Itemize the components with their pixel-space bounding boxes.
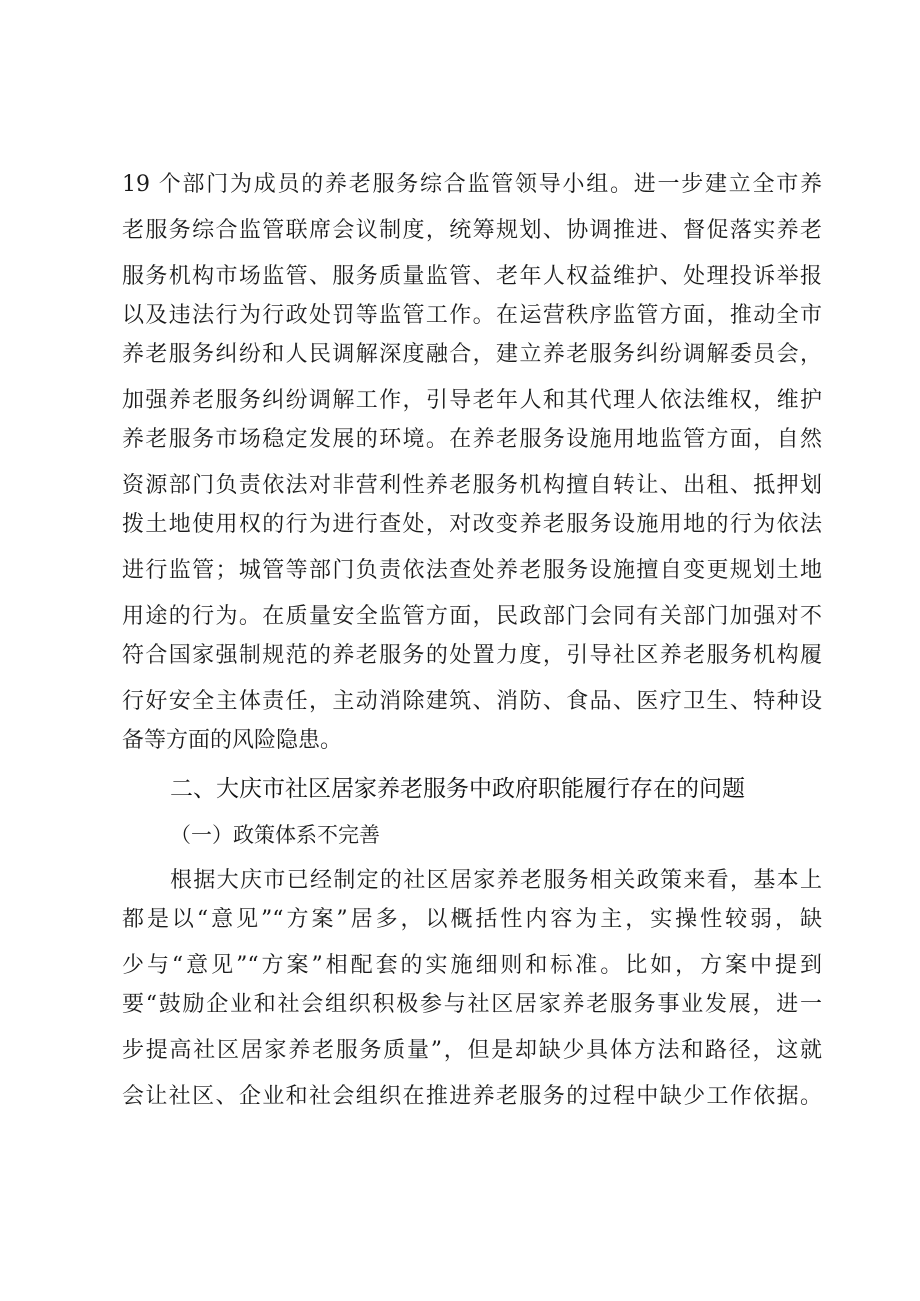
body-text-line: 养老服务纠纷和人民调解深度融合，建立养老服务纠纷调解委员会，: [122, 342, 822, 367]
body-text-line: 会让社区、企业和社会组织在推进养老服务的过程中缺少工作依据。: [122, 1084, 822, 1109]
body-text-line: 行好安全主体责任，主动消除建筑、消防、食品、医疗卫生、特种设: [122, 689, 822, 714]
body-text-line: 备等方面的风险隐患。: [122, 728, 343, 753]
section-heading: 二、大庆市社区居家养老服务中政府职能履行存在的问题: [170, 776, 745, 802]
body-text-line: 拨土地使用权的行为进行查处，对改变养老服务设施用地的行为依法: [122, 512, 822, 537]
body-text-line: 符合国家强制规范的养老服务的处置力度，引导社区养老服务机构履: [122, 643, 822, 668]
body-text-line: 少与“意见”“方案”相配套的实施细则和标准。比如，方案中提到: [122, 953, 822, 978]
body-text-line: 步提高社区居家养老服务质量”，但是却缺少具体方法和路径，这就: [122, 1038, 822, 1063]
body-text-line: 进行监管；城管等部门负责依法查处养老服务设施擅自变更规划土地: [122, 558, 822, 583]
body-text-line: 根据大庆市已经制定的社区居家养老服务相关政策来看，基本上: [170, 868, 822, 893]
body-text-line: 19 个部门为成员的养老服务综合监管领导小组。进一步建立全市养: [122, 172, 822, 197]
subsection-heading: （一）政策体系不完善: [170, 823, 380, 847]
body-text-line: 都是以“意见”“方案”居多，以概括性内容为主，实操性较弱，缺: [122, 907, 822, 932]
body-text-line: 用途的行为。在质量安全监管方面，民政部门会同有关部门加强对不: [122, 604, 822, 629]
body-text-line: 以及违法行为行政处罚等监管工作。在运营秩序监管方面，推动全市: [122, 303, 822, 328]
body-text-line: 资源部门负责依法对非营利性养老服务机构擅自转让、出租、抵押划: [122, 473, 822, 498]
body-text-line: 养老服务市场稳定发展的环境。在养老服务设施用地监管方面，自然: [122, 427, 822, 452]
body-text-line: 要“鼓励企业和社会组织积极参与社区居家养老服务事业发展，进一: [122, 992, 822, 1017]
body-text-line: 老服务综合监管联席会议制度，统筹规划、协调推进、督促落实养老: [122, 218, 822, 243]
body-text-line: 服务机构市场监管、服务质量监管、老年人权益维护、处理投诉举报: [122, 264, 822, 289]
body-text-line: 加强养老服务纠纷调解工作，引导老年人和其代理人依法维权，维护: [122, 388, 822, 413]
